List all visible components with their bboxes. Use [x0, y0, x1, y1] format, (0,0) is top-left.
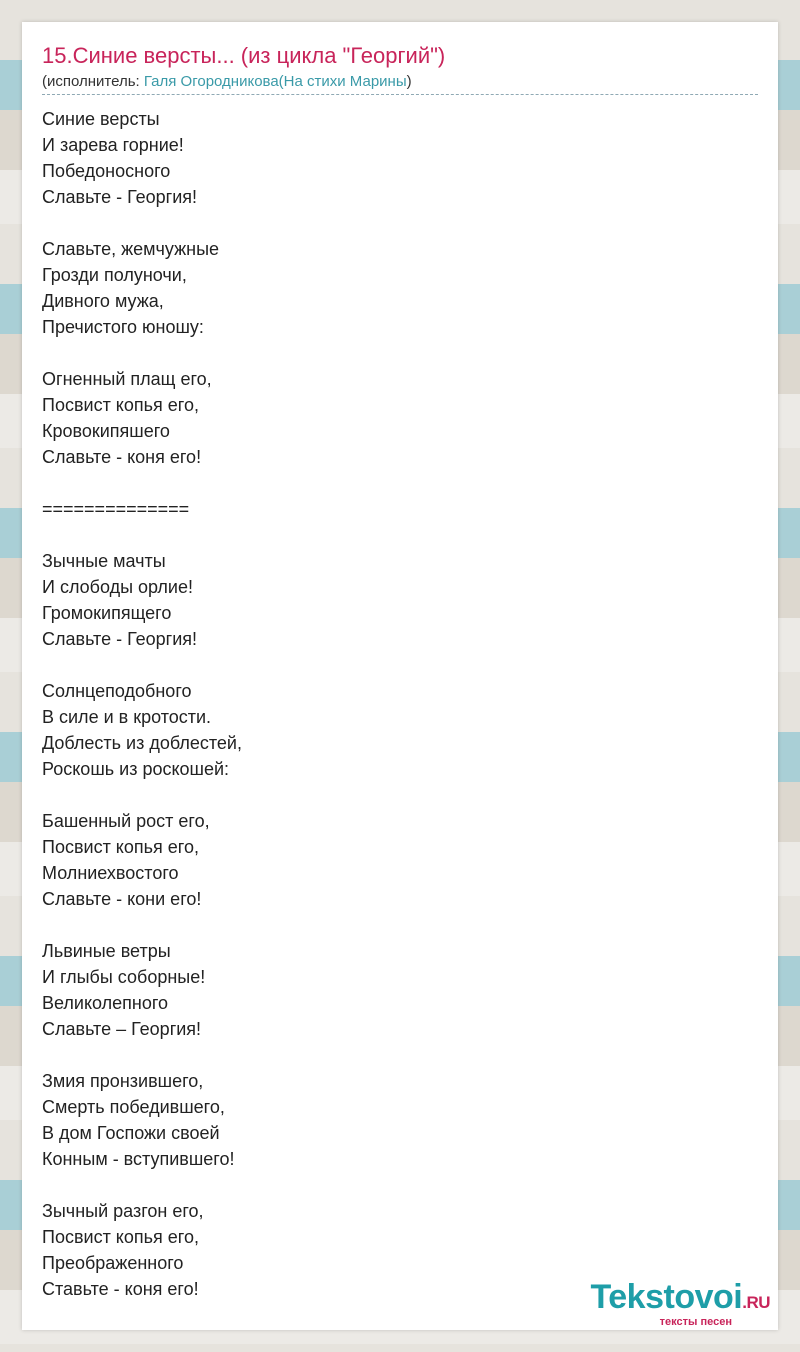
site-logo[interactable] — [591, 1280, 770, 1328]
lyric-line: Победоносного — [42, 161, 171, 181]
lyric-line: Великолепного — [42, 993, 169, 1013]
performer-close: ) — [406, 73, 412, 90]
song-title: 15.Синие версты... (из цикла "Георгий") — [42, 43, 446, 68]
lyric-line: Ставьте - коня его! — [42, 1279, 199, 1299]
lyric-line: Солнцеподобного — [42, 681, 192, 701]
lyric-line: Славьте - Георгия! — [42, 629, 198, 649]
lyric-line: Змия пронзившего, — [42, 1071, 204, 1091]
lyrics-card — [22, 22, 778, 1330]
lyric-line: Славьте - Георгия! — [42, 187, 198, 207]
lyric-line: Роскошь из роскошей: — [42, 759, 230, 779]
lyric-line: Смерть победившего, — [42, 1097, 225, 1117]
lyric-line: Громокипящего — [42, 603, 172, 623]
lyric-line: Синие версты — [42, 109, 160, 129]
lyric-line: Пречистого юношу: — [42, 317, 204, 337]
logo-suffix: .RU — [742, 1293, 770, 1312]
lyric-line: Славьте - коня его! — [42, 447, 202, 467]
stanza-break — [42, 1172, 242, 1198]
lyric-line: Посвист копья его, — [42, 395, 199, 415]
lyric-line: Огненный плащ его, — [42, 369, 212, 389]
lyric-line: Преображенного — [42, 1253, 184, 1273]
stanza-break — [42, 912, 242, 938]
lyric-line: Доблесть из доблестей, — [42, 733, 242, 753]
lyrics-body — [42, 106, 242, 1302]
lyric-line: Молниехвостого — [42, 863, 179, 883]
performer-label: (исполнитель: — [42, 73, 144, 90]
performer-link[interactable]: Галя Огородникова(На стихи Марины — [143, 73, 407, 90]
stanza-break — [42, 1042, 242, 1068]
stanza-break — [42, 470, 242, 496]
lyric-line: В дом Госпожи своей — [42, 1123, 220, 1143]
lyric-line: Конным - вступившего! — [42, 1149, 235, 1169]
logo-tagline: тексты песен — [659, 1316, 732, 1328]
lyric-line: Славьте – Георгия! — [42, 1019, 202, 1039]
stanza-break — [42, 210, 242, 236]
lyric-line: Грозди полуночи, — [42, 265, 187, 285]
lyric-line: И зарева горние! — [42, 135, 184, 155]
lyric-line: Зычные мачты — [42, 551, 166, 571]
lyric-line: Кровокипяшего — [42, 421, 170, 441]
stanza-break — [42, 340, 242, 366]
stanza-break — [42, 652, 242, 678]
lyric-line: Дивного мужа, — [42, 291, 164, 311]
lyric-line: Посвист копья его, — [42, 1227, 199, 1247]
lyric-line: Посвист копья его, — [42, 837, 199, 857]
lyric-line: Славьте - кони его! — [42, 889, 202, 909]
stanza-break — [42, 782, 242, 808]
lyric-line: Львиные ветры — [42, 941, 171, 961]
performer-line — [42, 72, 758, 95]
lyric-line: И глыбы соборные! — [42, 967, 206, 987]
lyric-line: Славьте, жемчужные — [42, 239, 220, 259]
logo-name: Tekstovoi — [590, 1278, 743, 1316]
stanza-break — [42, 522, 242, 548]
lyric-line: И слободы орлие! — [42, 577, 193, 597]
lyric-line: Башенный рост его, — [42, 811, 210, 831]
lyric-line: ============== — [42, 499, 190, 519]
lyric-line: В силе и в кротости. — [42, 707, 212, 727]
lyric-line: Зычный разгон его, — [42, 1201, 204, 1221]
